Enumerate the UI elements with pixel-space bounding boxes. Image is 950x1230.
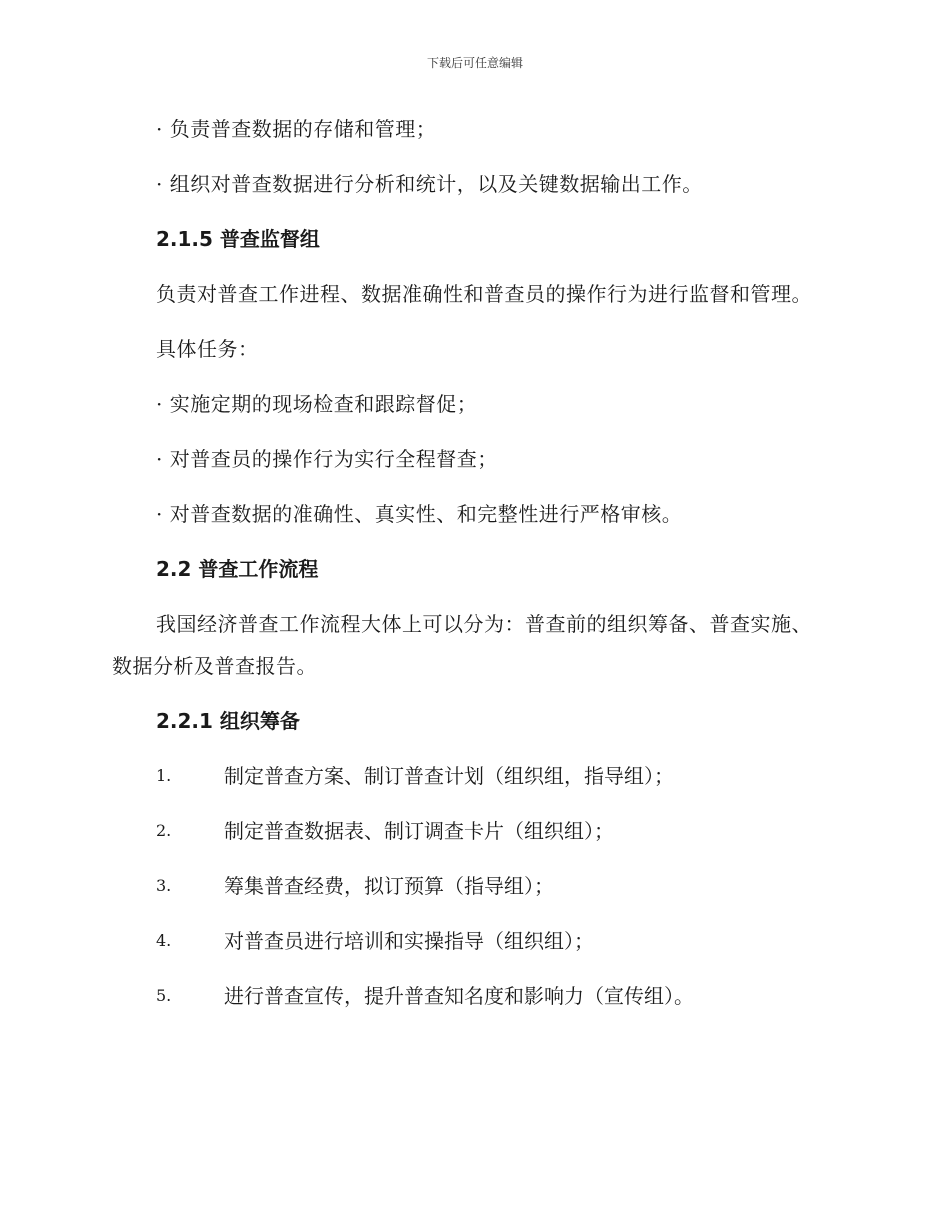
section-heading-2-2: 2.2 普查工作流程 <box>156 557 319 581</box>
bullet-oversight: · 对普查员的操作行为实行全程督查； <box>156 447 498 471</box>
list-number: 3. <box>156 876 172 895</box>
list-item <box>112 865 812 907</box>
section-heading-2-1-5: 2.1.5 普查监督组 <box>156 227 320 251</box>
list-item <box>112 810 812 852</box>
paragraph-workflow: 我国经济普查工作流程大体上可以分为：普查前的组织筹备、普查实施、数据分析及普查报告。 <box>112 612 812 678</box>
bullet-analysis: · 组织对普查数据进行分析和统计，以及关键数据输出工作。 <box>156 172 703 196</box>
list-item <box>112 975 812 1017</box>
paragraph-tasks-label: 具体任务： <box>156 337 259 361</box>
document-body <box>112 108 812 1030</box>
list-number: 5. <box>156 986 172 1005</box>
list-number: 1. <box>156 766 172 785</box>
list-text: 制定普查数据表、制订调查卡片（组织组）； <box>224 819 614 843</box>
section-heading-2-2-1: 2.2.1 组织筹备 <box>156 709 300 733</box>
list-item <box>112 755 812 797</box>
bullet-audit: · 对普查数据的准确性、真实性、和完整性进行严格审核。 <box>156 502 683 526</box>
bullet-storage: · 负责普查数据的存储和管理； <box>156 117 437 141</box>
list-text: 筹集普查经费，拟订预算（指导组）； <box>224 874 554 898</box>
list-text: 进行普查宣传，提升普查知名度和影响力（宣传组）。 <box>224 984 694 1008</box>
list-text: 制定普查方案、制订普查计划（组织组，指导组）； <box>224 764 674 788</box>
paragraph-supervision: 负责对普查工作进程、数据准确性和普查员的操作行为进行监督和管理。 <box>156 282 812 306</box>
list-number: 2. <box>156 821 172 840</box>
list-item <box>112 920 812 962</box>
list-text: 对普查员进行培训和实操指导（组织组）； <box>224 929 594 953</box>
page-header: 下载后可任意编辑 <box>426 56 523 70</box>
list-number: 4. <box>156 931 172 950</box>
bullet-inspection: · 实施定期的现场检查和跟踪督促； <box>156 392 478 416</box>
